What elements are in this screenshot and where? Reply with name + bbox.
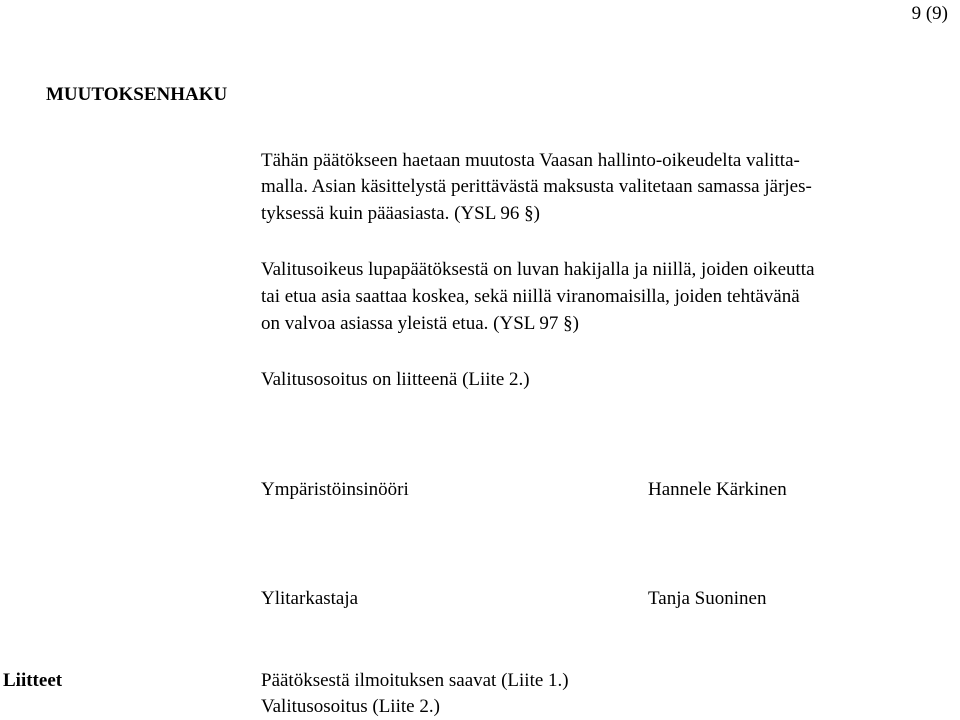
paragraph-2-line-2: tai etua asia saattaa koskea, sekä niillä viranomaisilla, joiden tehtävänä <box>261 286 800 307</box>
attachments-label: Liitteet <box>3 670 63 691</box>
paragraph-2-line-3: on valvoa asiassa yleistä etua. (YSL 97 §) <box>261 313 579 334</box>
paragraph-1-line-2: malla. Asian käsittelystä perittävästä maksusta valitetaan samassa järjes- <box>261 176 812 197</box>
paragraph-3: Valitusosoitus on liitteenä (Liite 2.) <box>261 369 530 390</box>
attachment-item-2: Valitusosoitus (Liite 2.) <box>261 696 440 717</box>
paragraph-1-line-1: Tähän päätökseen haetaan muutosta Vaasan hallinto-oikeudelta valitta- <box>261 150 800 171</box>
page-number: 9 (9) <box>911 3 948 24</box>
signature-title-2: Ylitarkastaja <box>261 588 359 609</box>
section-heading: MUUTOKSENHAKU <box>46 84 228 105</box>
signature-name-1: Hannele Kärkinen <box>648 479 787 500</box>
signature-title-1: Ympäristöinsinööri <box>261 479 409 500</box>
attachment-item-1: Päätöksestä ilmoituksen saavat (Liite 1.) <box>261 670 569 691</box>
paragraph-1-line-3: tyksessä kuin pääasiasta. (YSL 96 §) <box>261 203 540 224</box>
signature-name-2: Tanja Suoninen <box>648 588 767 609</box>
paragraph-2-line-1: Valitusoikeus lupapäätöksestä on luvan hakijalla ja niillä, joiden oikeutta <box>261 259 815 280</box>
